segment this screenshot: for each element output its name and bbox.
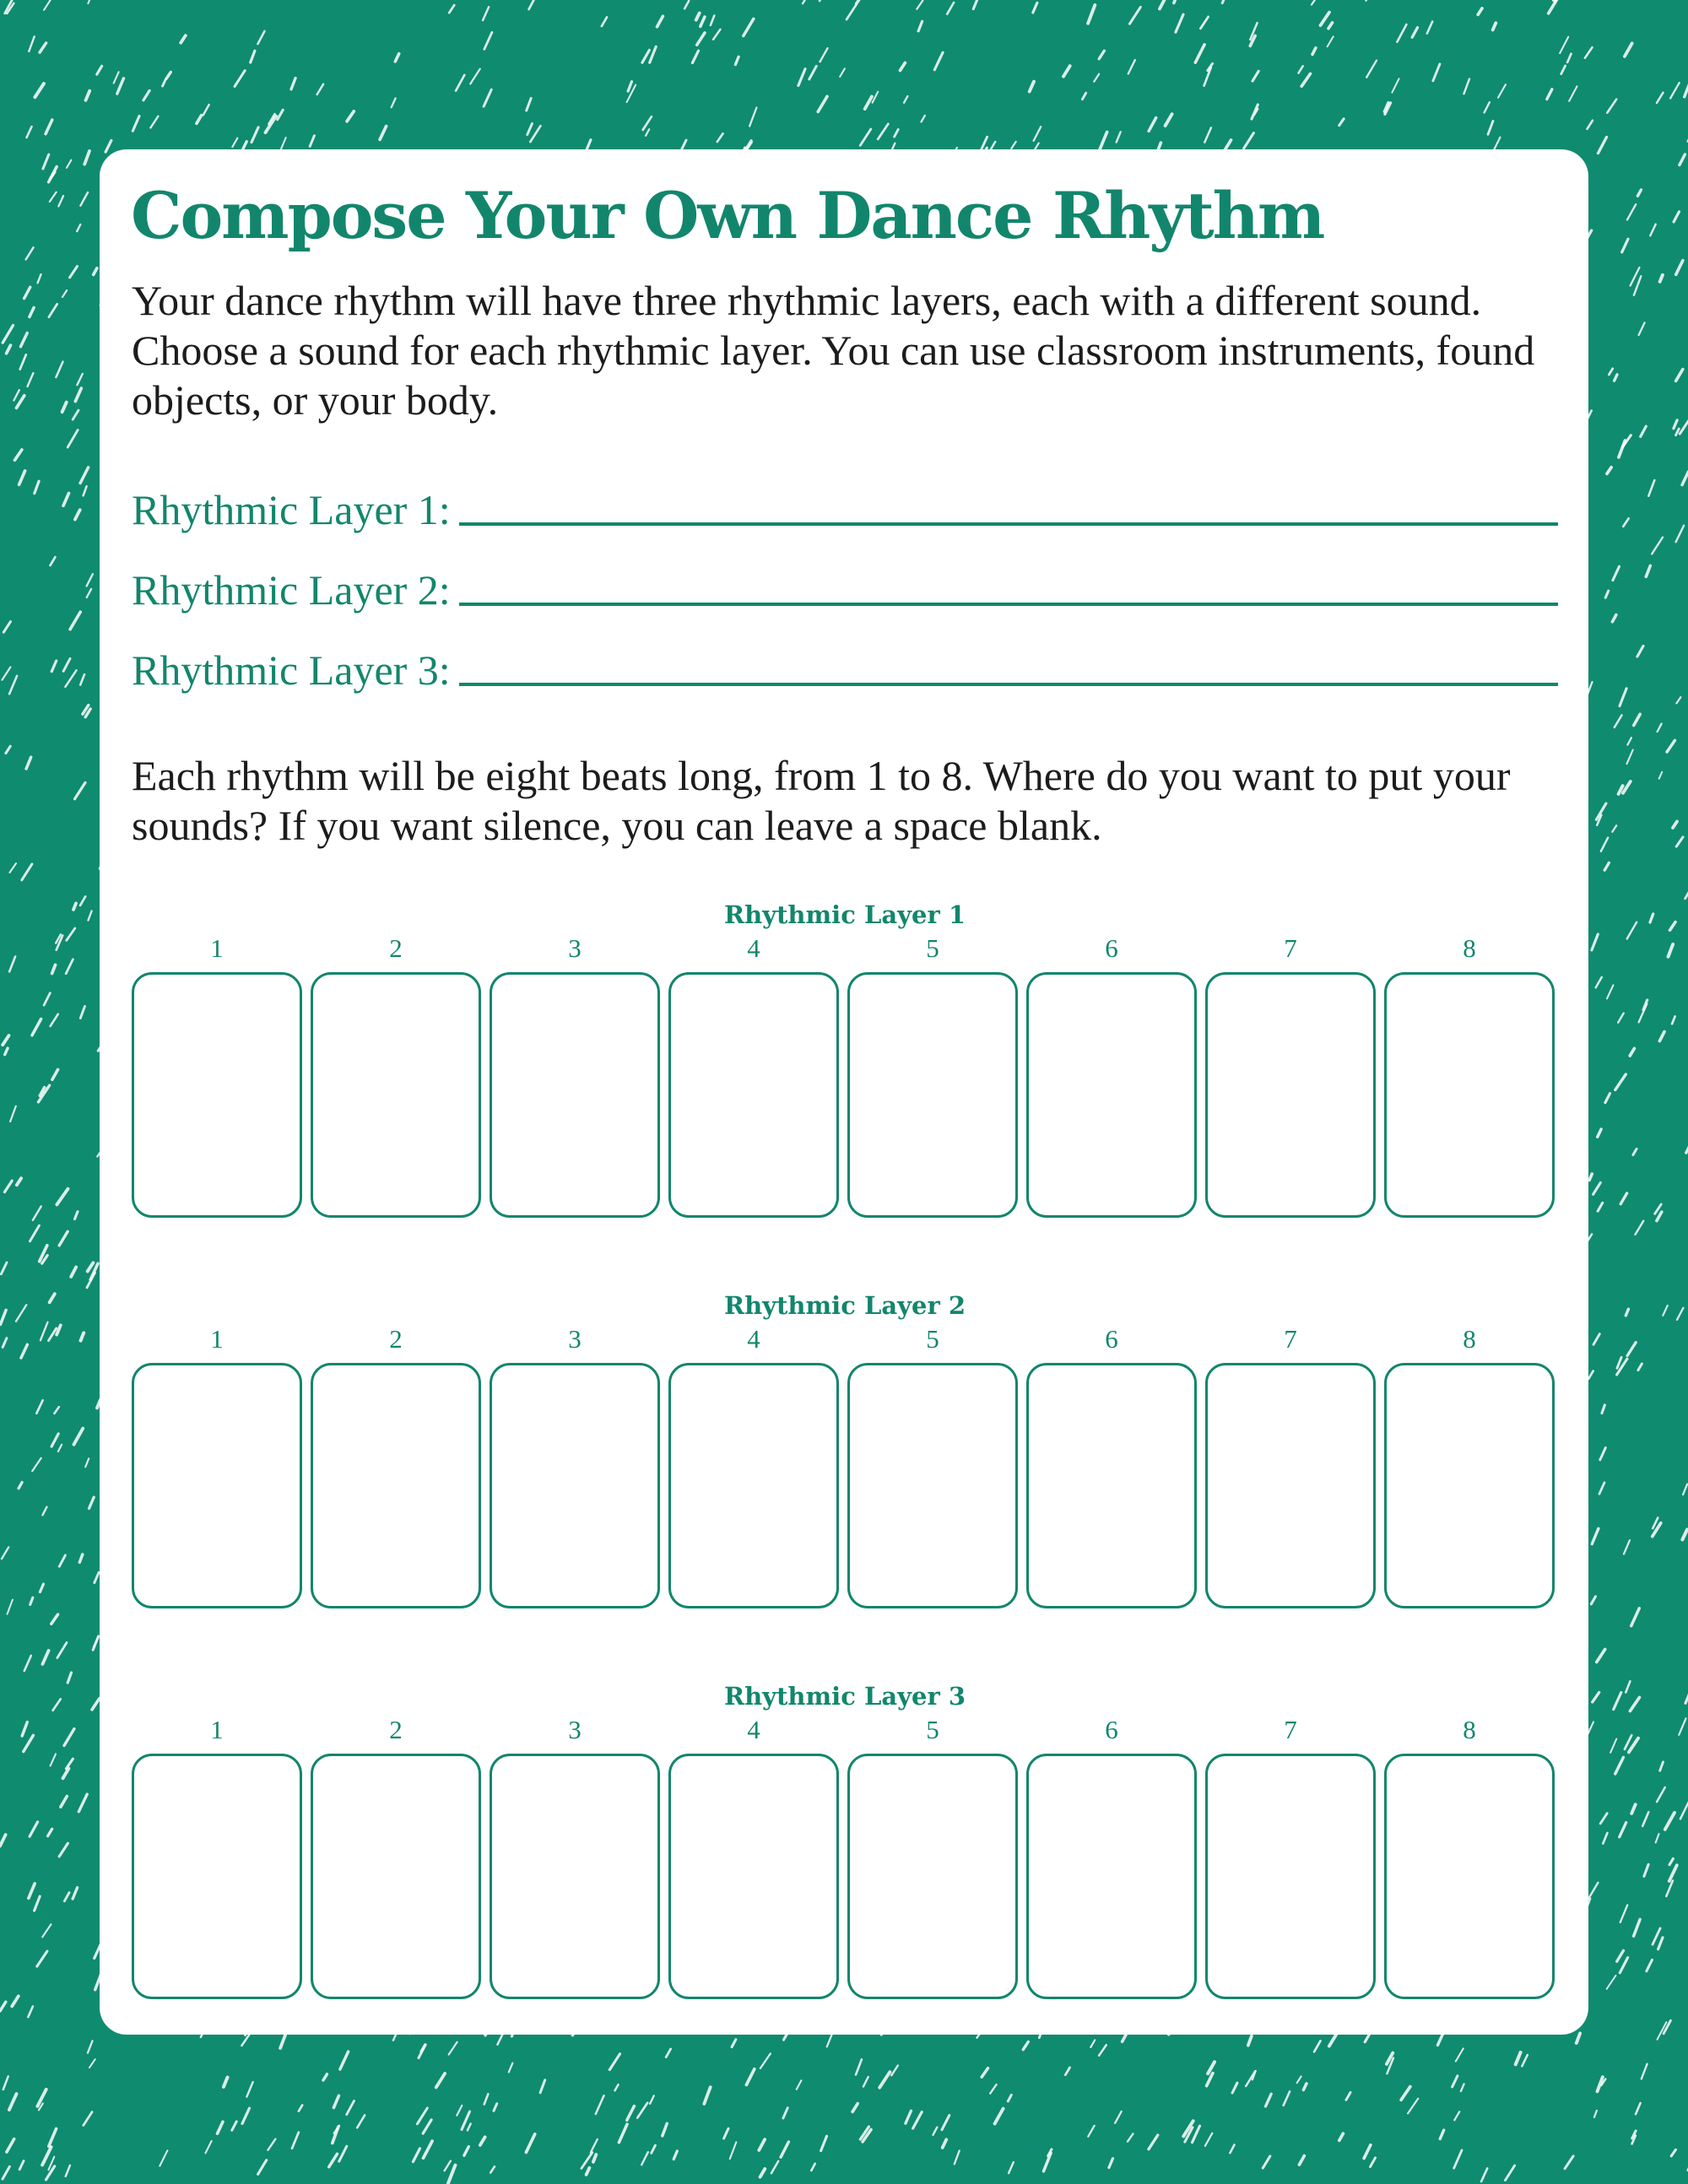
- beat-box-4[interactable]: [668, 972, 839, 1218]
- grid-title: Rhythmic Layer 2: [723, 1291, 966, 1320]
- beat-number: 5: [926, 1324, 939, 1354]
- beat-number: 4: [747, 1324, 760, 1354]
- beat-number: 5: [926, 1715, 939, 1744]
- beat-number: 8: [1463, 933, 1476, 963]
- beat-boxes: [132, 972, 1558, 1218]
- beat-boxes: [132, 1363, 1558, 1608]
- beat-number: 4: [747, 933, 760, 963]
- beat-number: 7: [1284, 933, 1297, 963]
- beat-box-2[interactable]: [311, 972, 481, 1218]
- beat-number: 6: [1105, 933, 1118, 963]
- beat-box-7[interactable]: [1205, 1754, 1376, 1999]
- layer-line-1: [132, 478, 1558, 538]
- beat-number: 1: [210, 1715, 224, 1744]
- layer-2-answer-line[interactable]: [459, 603, 1558, 606]
- beat-box-3[interactable]: [490, 1363, 660, 1608]
- page-title: Compose Your Own Dance Rhythm: [131, 178, 1324, 253]
- grid-title: Rhythmic Layer 3: [723, 1682, 966, 1711]
- beat-numbers: [132, 1324, 1558, 1358]
- layer-line-label: Rhythmic Layer 3:: [132, 646, 451, 694]
- layer-line-2: [132, 559, 1558, 618]
- layer-3-answer-line[interactable]: [459, 683, 1558, 686]
- beat-box-8[interactable]: [1384, 1363, 1555, 1608]
- beat-box-2[interactable]: [311, 1754, 481, 1999]
- beat-box-1[interactable]: [132, 972, 302, 1218]
- grid-title: Rhythmic Layer 1: [723, 900, 966, 929]
- beat-box-8[interactable]: [1384, 972, 1555, 1218]
- beat-box-7[interactable]: [1205, 972, 1376, 1218]
- beat-box-2[interactable]: [311, 1363, 481, 1608]
- beat-box-5[interactable]: [847, 1754, 1018, 1999]
- beat-box-7[interactable]: [1205, 1363, 1376, 1608]
- beat-number: 5: [926, 933, 939, 963]
- beat-box-6[interactable]: [1026, 1363, 1197, 1608]
- beat-number: 6: [1105, 1715, 1118, 1744]
- beat-box-3[interactable]: [490, 972, 660, 1218]
- worksheet-card: [100, 149, 1588, 2035]
- beat-numbers: [132, 933, 1558, 967]
- beat-box-5[interactable]: [847, 972, 1018, 1218]
- beat-number: 1: [210, 933, 224, 963]
- beat-box-1[interactable]: [132, 1363, 302, 1608]
- layer-1-answer-line[interactable]: [459, 522, 1558, 526]
- beat-number: 7: [1284, 1715, 1297, 1744]
- beat-box-4[interactable]: [668, 1754, 839, 1999]
- beat-box-5[interactable]: [847, 1363, 1018, 1608]
- beat-box-6[interactable]: [1026, 1754, 1197, 1999]
- beat-box-6[interactable]: [1026, 972, 1197, 1218]
- beat-number: 2: [389, 1715, 403, 1744]
- beat-number: 2: [389, 1324, 403, 1354]
- beat-number: 3: [568, 1715, 582, 1744]
- beat-number: 2: [389, 933, 403, 963]
- beat-numbers: [132, 1715, 1558, 1749]
- beat-number: 4: [747, 1715, 760, 1744]
- instructions-paragraph: Each rhythm will be eight beats long, from 1 to 8. Where do you want to put your sounds? If you want silence, you can leave a space blank.: [132, 752, 1511, 849]
- beat-number: 3: [568, 1324, 582, 1354]
- layer-line-label: Rhythmic Layer 2:: [132, 566, 451, 614]
- intro-paragraph: Your dance rhythm will have three rhythmic layers, each with a different sound. Choose a sound for each rhythmic layer. You can use classroom instruments, found objects, or your body.: [132, 277, 1535, 424]
- layer-line-3: [132, 639, 1558, 698]
- beat-box-8[interactable]: [1384, 1754, 1555, 1999]
- beat-number: 8: [1463, 1715, 1476, 1744]
- beat-box-4[interactable]: [668, 1363, 839, 1608]
- beat-boxes: [132, 1754, 1558, 1999]
- beat-number: 7: [1284, 1324, 1297, 1354]
- beat-number: 6: [1105, 1324, 1118, 1354]
- layer-line-label: Rhythmic Layer 1:: [132, 486, 451, 533]
- beat-box-3[interactable]: [490, 1754, 660, 1999]
- beat-number: 3: [568, 933, 582, 963]
- beat-number: 8: [1463, 1324, 1476, 1354]
- beat-box-1[interactable]: [132, 1754, 302, 1999]
- beat-number: 1: [210, 1324, 224, 1354]
